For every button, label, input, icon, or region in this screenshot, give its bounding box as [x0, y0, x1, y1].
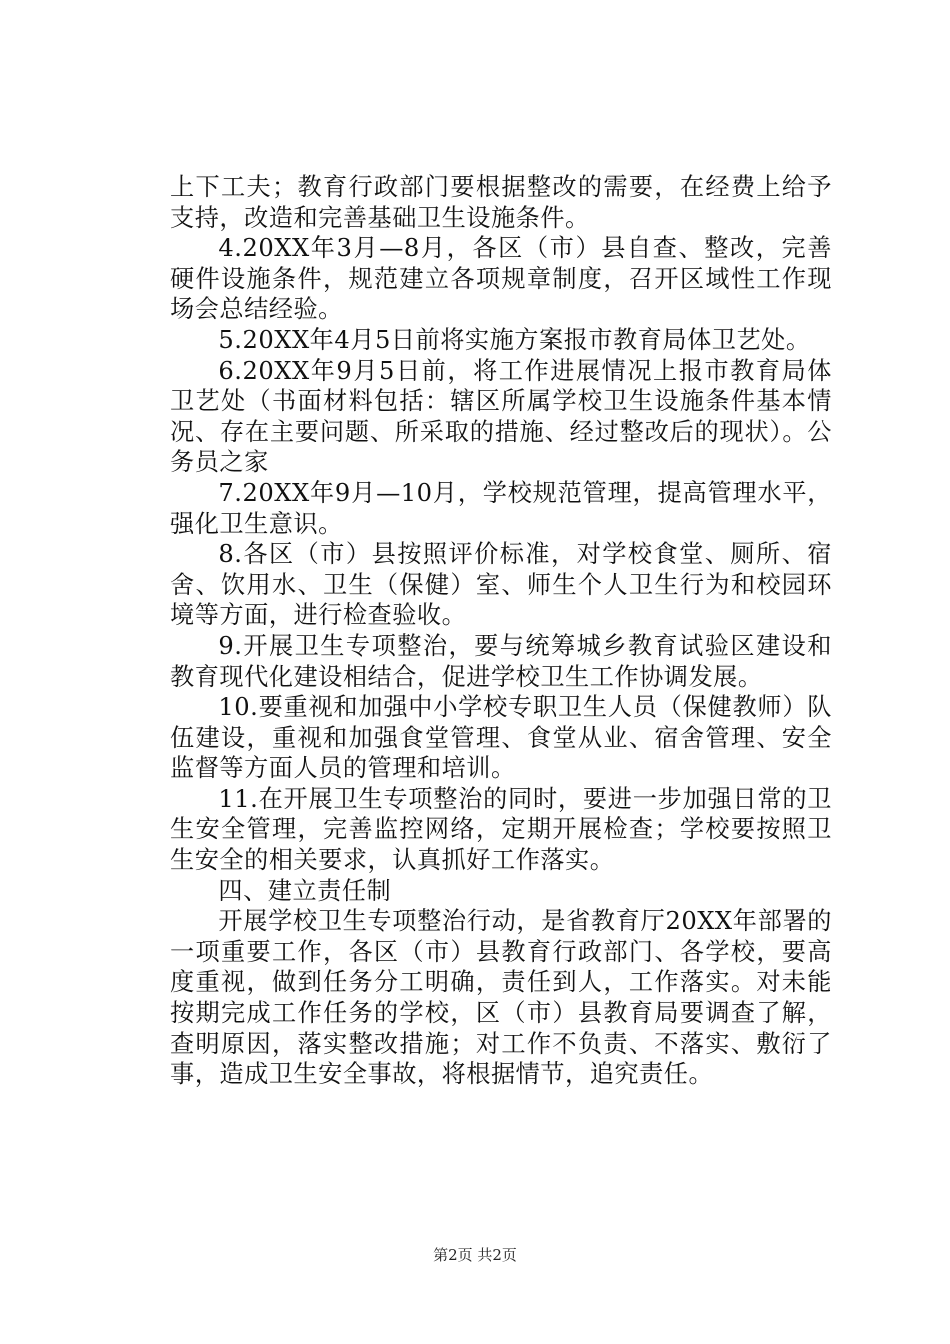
- page-footer: [0, 1245, 950, 1265]
- paragraph-7: 10.要重视和加强中小学校专职卫生人员（保健教师）队伍建设，重视和加强食堂管理、食堂从业、宿舍管理、安全监督等方面人员的管理和培训。: [170, 693, 832, 783]
- paragraph-0: 上下工夫；教育行政部门要根据整改的需要，在经费上给予支持，改造和完善基础卫生设施条件。: [170, 173, 832, 232]
- paragraph-4: 7.20XX年9月—10月，学校规范管理，提高管理水平，强化卫生意识。: [170, 478, 832, 538]
- paragraph-1: 4.20XX年3月—8月，各区（市）县自查、整改，完善硬件设施条件，规范建立各项规章制度，召开区域性工作现场会总结经验。: [170, 234, 832, 324]
- paragraph-6: 9.开展卫生专项整治，要与统筹城乡教育试验区建设和教育现代化建设相结合，促进学校卫生工作协调发展。: [170, 631, 832, 691]
- section-heading: 四、建立责任制: [218, 876, 392, 905]
- page-number-label: 第2页 共2页: [433, 1246, 517, 1264]
- paragraph-2: 5.20XX年4月5日前将实施方案报市教育局体卫艺处。: [218, 325, 811, 354]
- document-body: [170, 172, 832, 1090]
- paragraph-8: 11.在开展卫生专项整治的同时，要进一步加强日常的卫生安全管理，完善监控网络，定期开展检查；学校要按照卫生安全的相关要求，认真抓好工作落实。: [170, 784, 832, 875]
- paragraph-5: 8.各区（市）县按照评价标准，对学校食堂、厕所、宿舍、饮用水、卫生（保健）室、师生个人卫生行为和校园环境等方面，进行检查验收。: [170, 540, 832, 630]
- paragraph-3: 6.20XX年9月5日前，将工作进展情况上报市教育局体卫艺处（书面材料包括：辖区所属学校卫生设施条件基本情况、存在主要问题、所采取的措施、经过整改后的现状）。公务员之家: [170, 356, 832, 477]
- paragraph-10: 开展学校卫生专项整治行动，是省教育厅20XX年部署的一项重要工作，各区（市）县教育行政部门、各学校，要高度重视，做到任务分工明确，责任到人，工作落实。对未能按期完成工作任务的学校，区（市）县教育局要调查了解，查明原因，落实整改措施；对工作不负责、不落实、敷衍了事，造成卫生安全事故，将根据情节，追究责任。: [170, 907, 832, 1089]
